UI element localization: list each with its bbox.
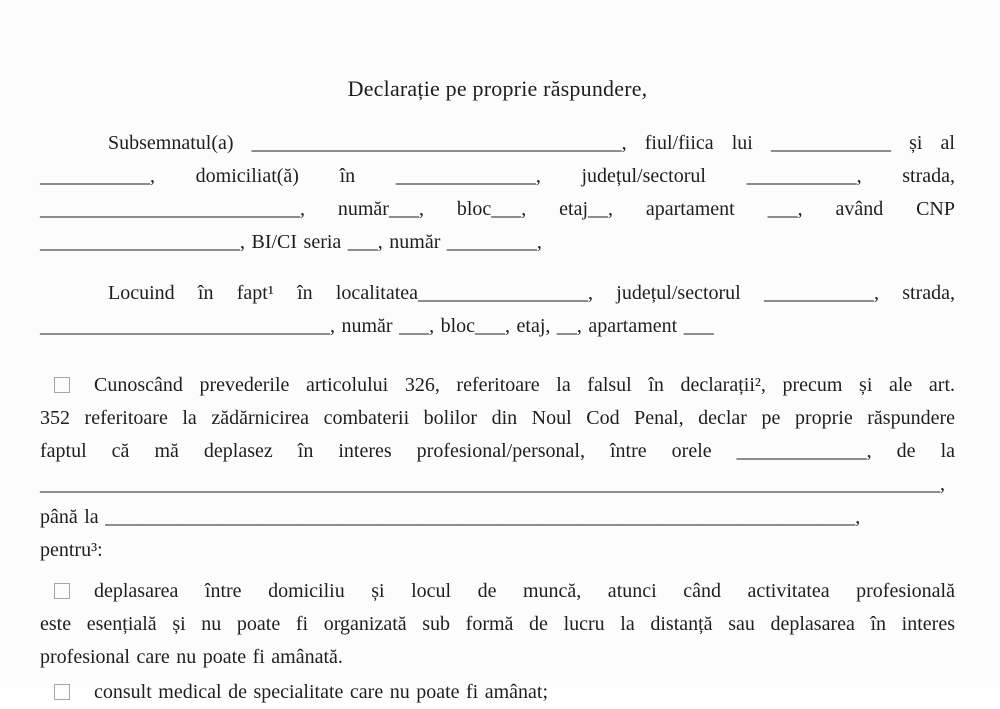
text-line: Locuind în fapt¹ în localitatea_________________, județul/sectorul ___________, strada, [108, 282, 955, 304]
text-line: este esențială și nu poate fi organizată sub formă de lucru la distanță sau deplasarea în interes [40, 613, 955, 635]
paragraph [40, 676, 955, 709]
document-title: Declarație pe proprie răspundere, [347, 76, 648, 101]
text-line: pentru³: [40, 539, 103, 561]
paragraph [40, 369, 955, 567]
paragraph [40, 575, 955, 674]
text-line: __________________________________________________________________________________________, [40, 473, 945, 495]
checkbox-icon [54, 583, 70, 599]
text-line: faptul că mă deplasez în interes profesional/personal, între orele _____________, de la [40, 440, 955, 462]
text-line: Cunoscând prevederile articolului 326, referitoare la falsul în declarații², precum și ale art. [40, 369, 955, 402]
checkbox-icon [54, 377, 70, 393]
text-line: 352 referitoare la zădărnicirea combaterii bolilor din Noul Cod Penal, declar pe proprie răspundere [40, 407, 955, 429]
text-line: profesional care nu poate fi amânată. [40, 646, 343, 668]
text-line: _____________________________, număr ___, bloc___, etaj, __, apartament ___ [40, 315, 714, 337]
document-body [40, 127, 955, 709]
paragraph [40, 127, 955, 259]
text-line: ____________________, BI/CI seria ___, număr _________, [40, 231, 542, 253]
paragraph [40, 277, 955, 343]
text-line: Subsemnatul(a) _____________________________________, fiul/fiica lui ____________ și al [108, 132, 955, 154]
checkbox-icon [54, 684, 70, 700]
text-line: până la ___________________________________________________________________________, [40, 506, 861, 528]
text-line: consult medical de specialitate care nu poate fi amânat; [40, 676, 955, 709]
text-line: __________________________, număr___, bloc___, etaj__, apartament ___, având CNP [40, 198, 955, 220]
text-line: ___________, domiciliat(ă) în ______________, județul/sectorul ___________, strada, [40, 165, 955, 187]
text-line: deplasarea între domiciliu și locul de muncă, atunci când activitatea profesională [40, 575, 955, 608]
